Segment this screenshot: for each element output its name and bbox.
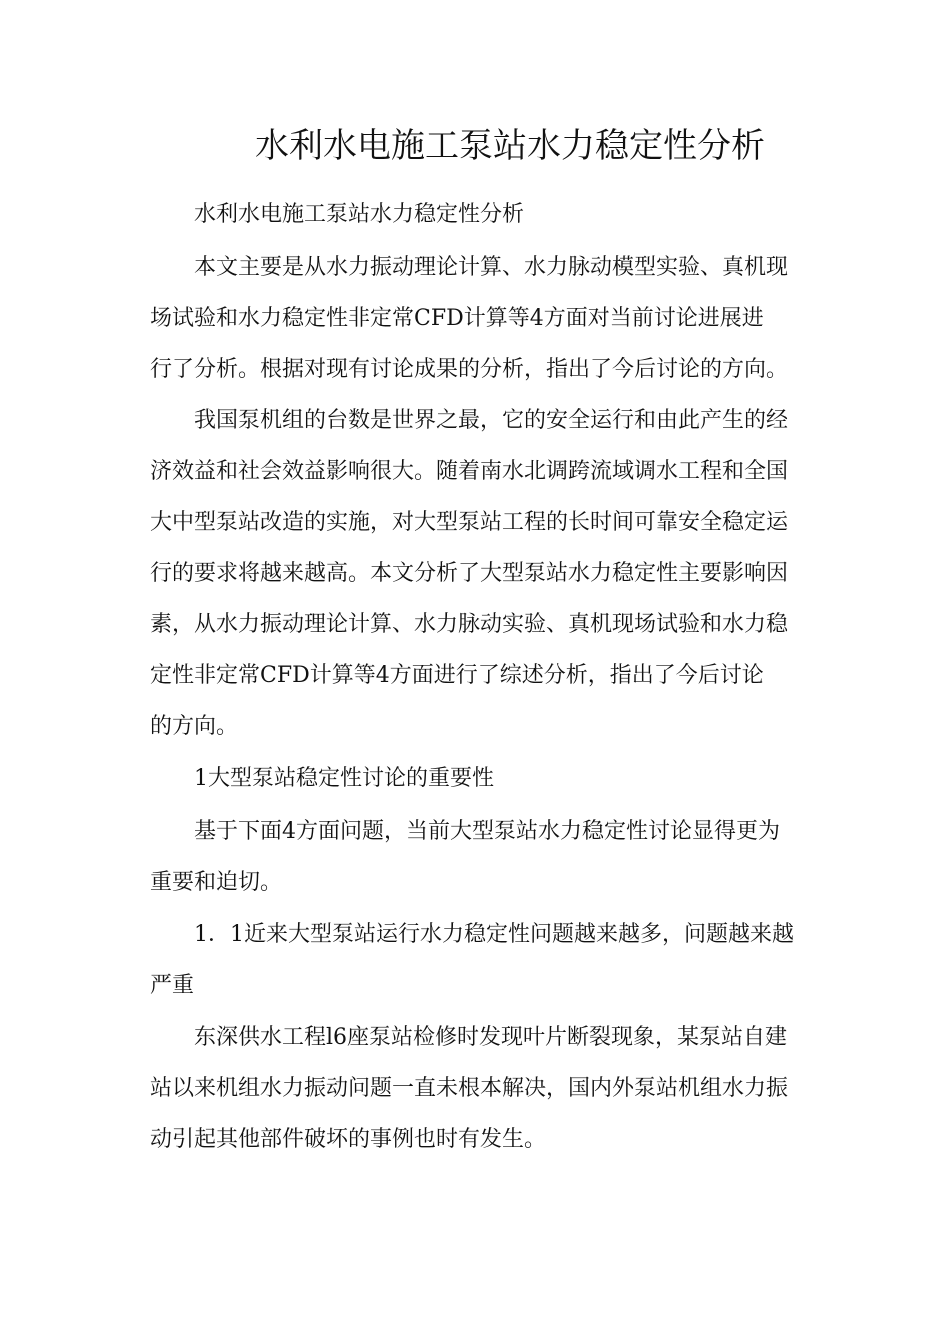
subsection-heading-continued: 严重: [150, 973, 195, 998]
paragraph-line: 行了分析。根据对现有讨论成果的分析，指出了今后讨论的方向。: [150, 357, 789, 382]
paragraph-line: 的方向。: [150, 714, 239, 739]
section-heading: 1大型泵站稳定性讨论的重要性: [194, 766, 494, 791]
paragraph-line: 行的要求将越来越高。本文分析了大型泵站水力稳定性主要影响因: [150, 561, 789, 586]
subsection-heading: 1．1近来大型泵站运行水力稳定性问题越来越多，问题越来越: [194, 922, 794, 947]
paragraph-line: 本文主要是从水力振动理论计算、水力脉动模型实验、真机现: [194, 255, 789, 280]
document-title: 水利水电施工泵站水力稳定性分析: [255, 126, 765, 166]
paragraph-line: 站以来机组水力振动问题一直未根本解决，国内外泵站机组水力振: [150, 1076, 789, 1101]
paragraph-line: 场试验和水力稳定性非定常CFD计算等4方面对当前讨论进展进: [150, 306, 764, 331]
paragraph-line: 动引起其他部件破坏的事例也时有发生。: [150, 1127, 547, 1152]
paragraph-line: 定性非定常CFD计算等4方面进行了综述分析，指出了今后讨论: [150, 663, 764, 688]
subtitle-line: 水利水电施工泵站水力稳定性分析: [194, 202, 525, 227]
paragraph-line: 东深供水工程l6座泵站检修时发现叶片断裂现象，某泵站自建: [194, 1025, 788, 1050]
paragraph-line: 重要和迫切。: [150, 870, 283, 895]
paragraph-line: 济效益和社会效益影响很大。随着南水北调跨流域调水工程和全国: [150, 459, 789, 484]
paragraph-line: 基于下面4方面问题，当前大型泵站水力稳定性讨论显得更为: [194, 819, 780, 844]
paragraph-line: 素，从水力振动理论计算、水力脉动实验、真机现场试验和水力稳: [150, 612, 789, 637]
paragraph-line: 我国泵机组的台数是世界之最，它的安全运行和由此产生的经: [194, 408, 789, 433]
paragraph-line: 大中型泵站改造的实施，对大型泵站工程的长时间可靠安全稳定运: [150, 510, 789, 535]
